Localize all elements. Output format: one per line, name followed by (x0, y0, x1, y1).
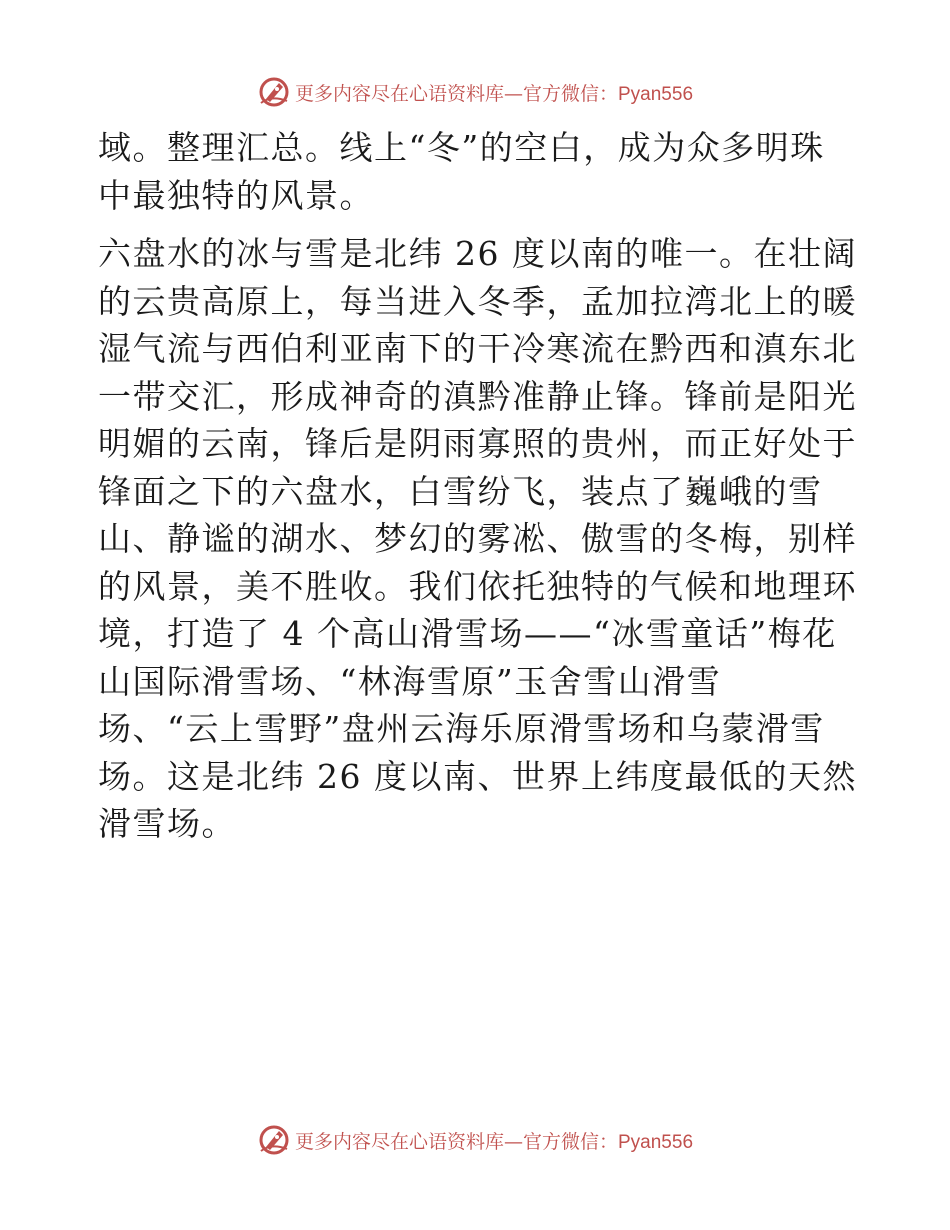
paragraph-2-line: 的云贵高原上，每当进入冬季，孟加拉湾北上的暖 (98, 281, 857, 321)
footer-banner-text (295, 1127, 693, 1154)
paragraph-2-line: 山国际滑雪场、“林海雪原”玉舍雪山滑雪 (98, 661, 722, 701)
pen-nib-logo-icon (257, 1123, 291, 1157)
paragraph-1-line: 域。整理汇总。线上“冬”的空白，成为众多明珠 (98, 128, 825, 167)
header-banner-label: 更多内容尽在心语资料库—官方微信： (294, 82, 618, 105)
footer-banner-label: 更多内容尽在心语资料库—官方微信： (294, 1130, 618, 1153)
footer-banner (0, 1120, 950, 1160)
paragraph-2-line: 明媚的云南，锋后是阴雨寡照的贵州，而正好处于 (98, 424, 857, 463)
header-wechat-id: Pyan556 (618, 83, 694, 105)
paragraph-2-line: 场。这是北纬 26 度以南、世界上纬度最低的天然 (98, 756, 857, 796)
paragraph-gap (98, 219, 858, 230)
footer-banner-content (257, 1123, 693, 1157)
paragraph-2-line: 的风景，美不胜收。我们依托独特的气候和地理环 (98, 566, 857, 606)
paragraph-2-line: 湿气流与西伯利亚南下的干冷寒流在黔西和滇东北 (98, 329, 857, 368)
paragraph-2-line: 一带交汇，形成神奇的滇黔准静止锋。锋前是阳光 (98, 376, 857, 416)
paragraph-1-line: 中最独特的风景。 (98, 175, 374, 215)
paragraph-2 (98, 230, 858, 848)
paragraph-2-line: 境，打造了 4 个高山滑雪场——“冰雪童话”梅花 (98, 614, 837, 653)
pen-nib-logo-icon (257, 75, 291, 109)
paragraph-2-line: 锋面之下的六盘水，白雪纷飞，装点了巍峨的雪 (98, 471, 823, 511)
paragraph-1 (98, 124, 858, 219)
header-banner-text (295, 79, 693, 106)
footer-wechat-id: Pyan556 (618, 1131, 694, 1153)
paragraph-2-line: 山、静谧的湖水、梦幻的雾凇、傲雪的冬梅，别样 (98, 519, 857, 558)
paragraph-2-line: 六盘水的冰与雪是北纬 26 度以南的唯一。在壮阔 (98, 234, 857, 273)
header-banner-content (257, 75, 693, 109)
document-body (98, 124, 858, 848)
paragraph-2-line: 滑雪场。 (98, 804, 236, 843)
paragraph-2-line: 场、“云上雪野”盘州云海乐原滑雪场和乌蒙滑雪 (98, 709, 825, 748)
header-banner (0, 72, 950, 112)
